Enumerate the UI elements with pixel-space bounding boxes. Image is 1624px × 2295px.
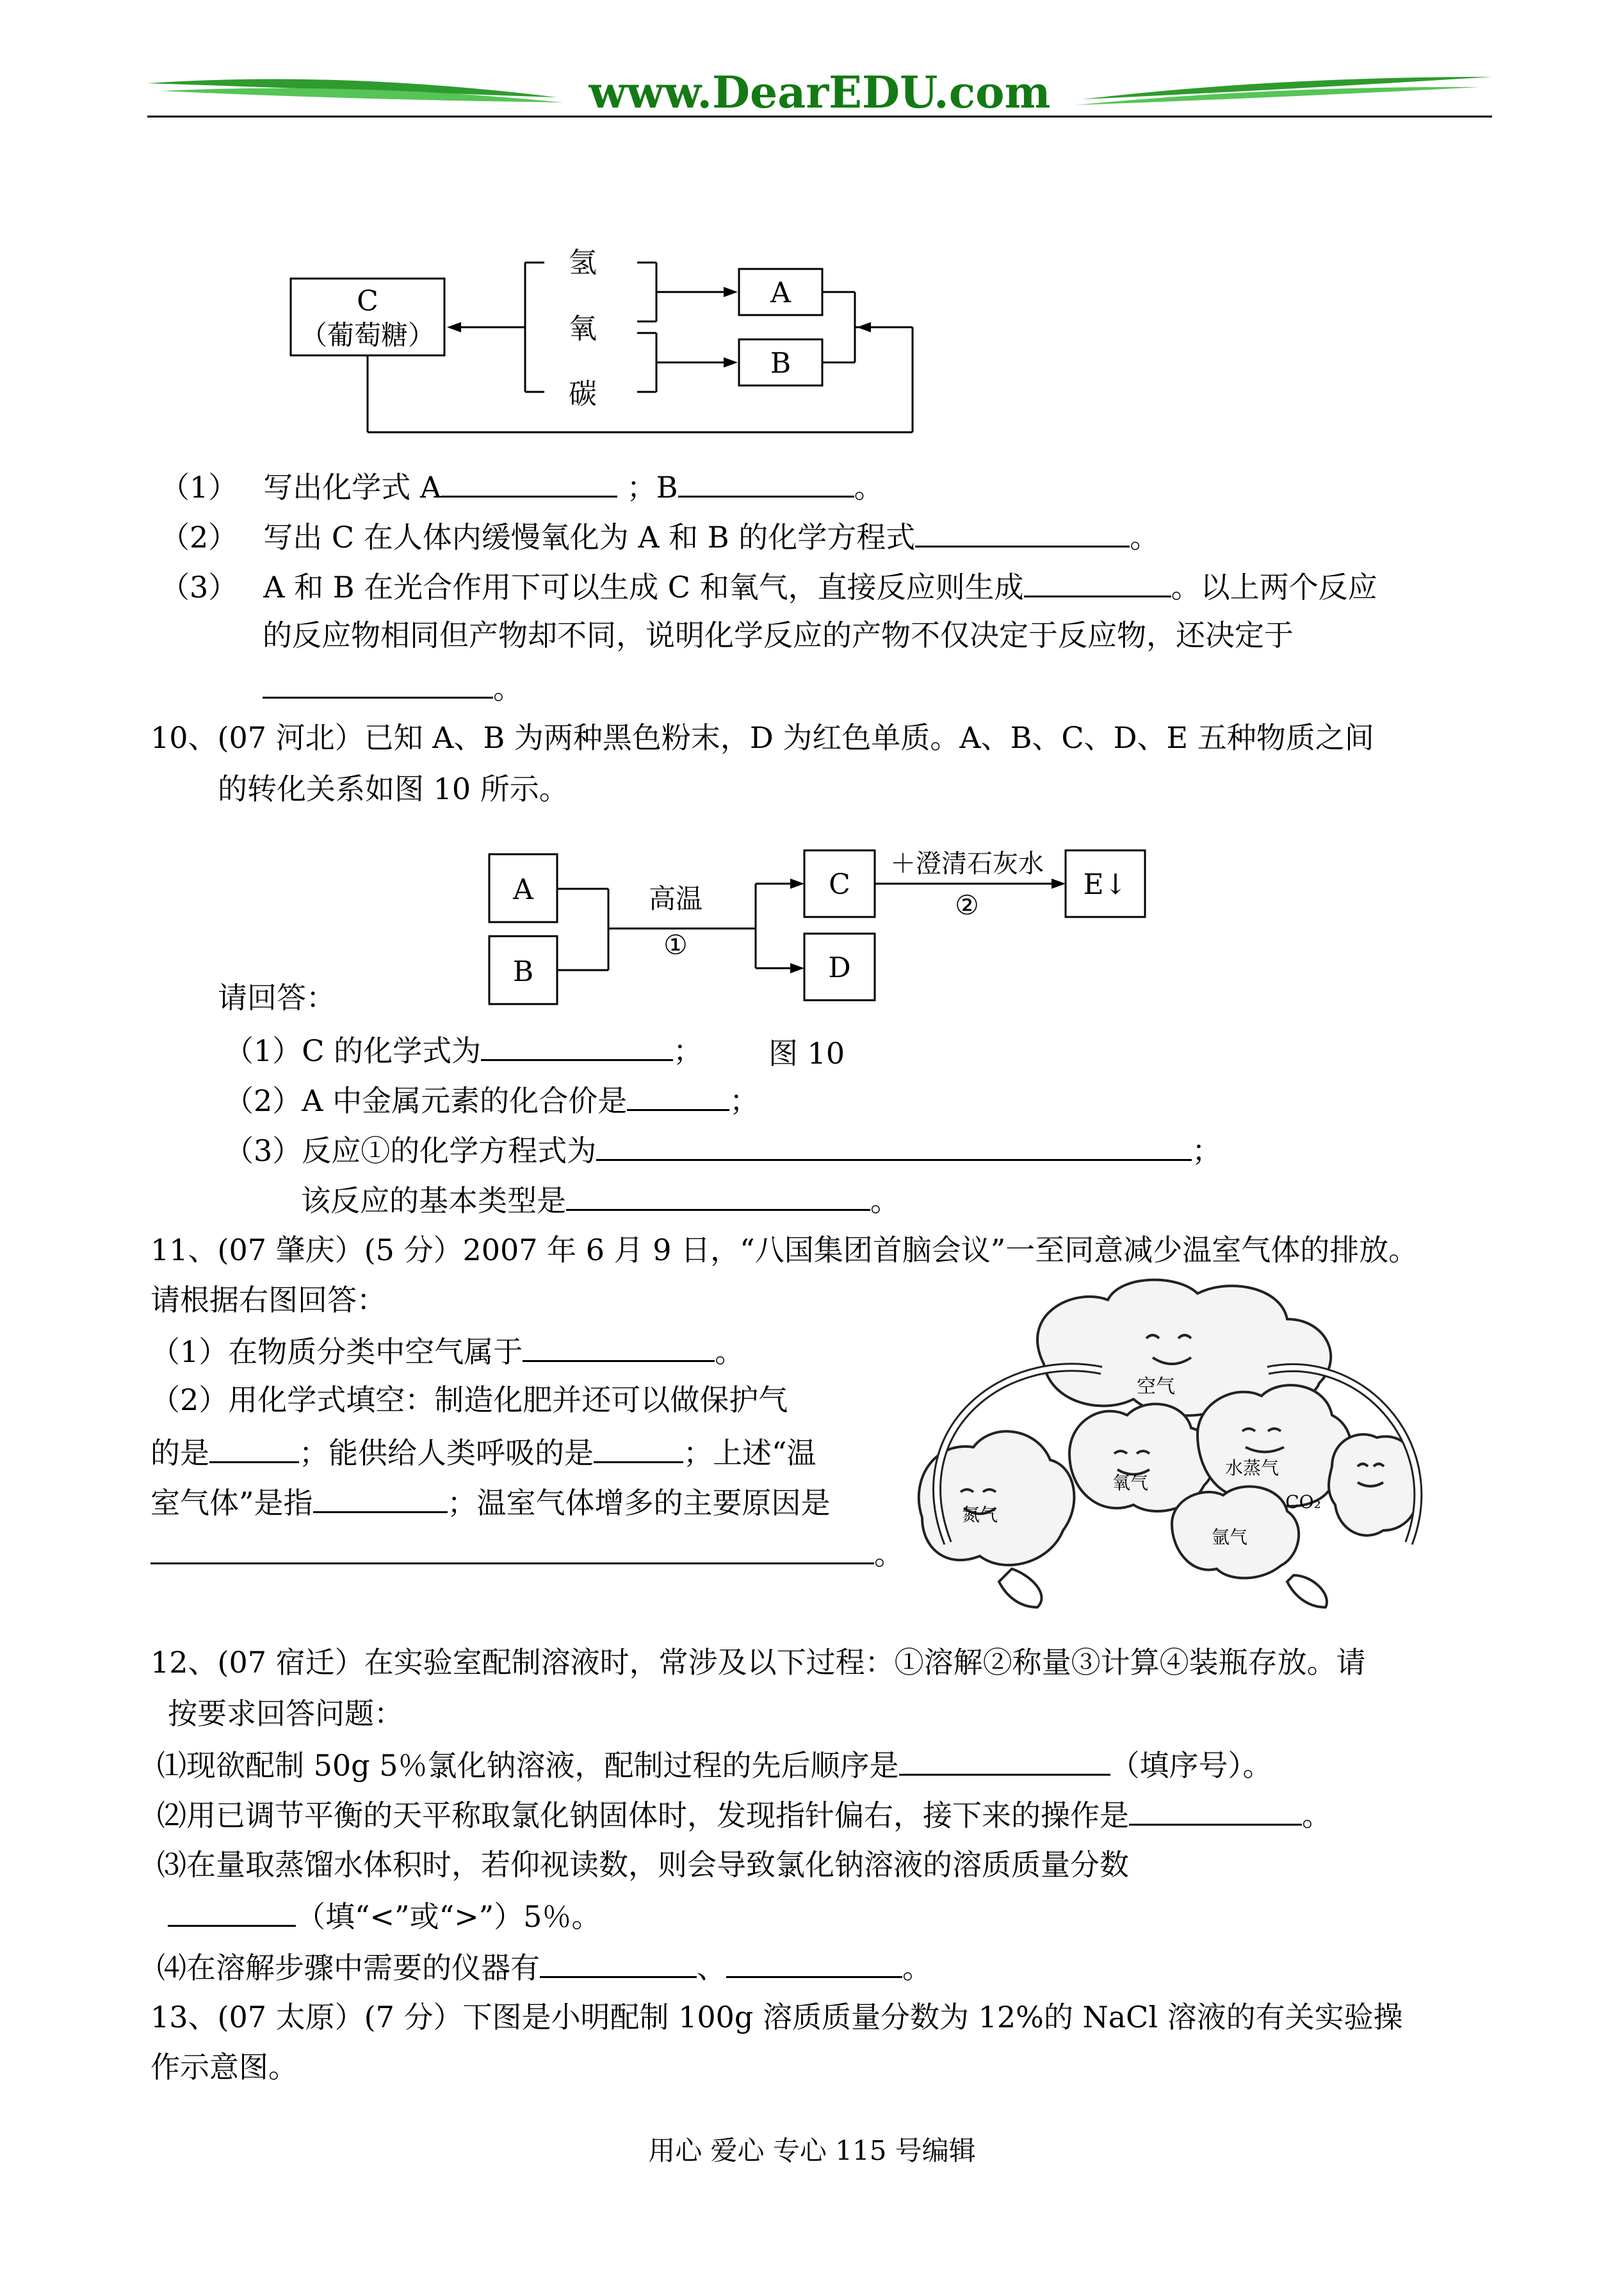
q10-blank-valence[interactable] xyxy=(627,1080,729,1111)
page-footer: 用心 爱心 专心 115 号编辑 xyxy=(648,2135,976,2166)
cartoon-label-co2: CO₂ xyxy=(1285,1491,1321,1512)
q10-blank-equation[interactable] xyxy=(596,1130,1192,1161)
q10-answer1: （1）C 的化学式为 ； xyxy=(224,1030,702,1070)
q11-b4: 室气体”是指 ；温室气体增多的主要原因是 xyxy=(150,1482,831,1522)
diagram10-cond2: ＋澄清石灰水 xyxy=(890,849,1044,879)
q9-part3-line2: 的反应物相同但产物却不同，说明化学反应的产物不仅决定于反应物，还决定于 xyxy=(263,618,1294,653)
header-leaf-decoration xyxy=(147,64,1492,122)
cartoon-label-air: 空气 xyxy=(1137,1375,1175,1398)
q11-blank-greenhouse[interactable] xyxy=(313,1482,448,1513)
header-banner xyxy=(147,64,1492,122)
q10-answer2: （2）A 中金属元素的化合价是 ； xyxy=(224,1080,759,1120)
air-cartoon-figure xyxy=(909,1274,1434,1614)
q11-b1: （1）在物质分类中空气属于 。 xyxy=(150,1331,744,1371)
cartoon-label-o2: 氧气 xyxy=(1112,1472,1149,1493)
diagram9-o: 氧 xyxy=(569,312,597,345)
q10-answer4: 该反应的基本类型是 。 xyxy=(301,1180,900,1220)
q10-blank-c[interactable] xyxy=(481,1030,673,1061)
q12-blank-compare[interactable] xyxy=(168,1895,296,1927)
q13-stem1: 13、(07 太原）(7 分）下图是小明配制 100g 溶质质量分数为 12%的 NaCl 溶液的有关实验操 xyxy=(150,2000,1403,2034)
diagram10-d: D xyxy=(828,952,851,984)
q9-blank-product[interactable] xyxy=(1024,566,1171,597)
diagram-q9 xyxy=(282,243,941,448)
diagram10-b: B xyxy=(512,955,534,988)
diagram10-circ2: ② xyxy=(955,889,979,921)
q11-b3: 的是 ；能供给人类呼吸的是 ；上述“温 xyxy=(150,1432,816,1472)
q9-part3-line3: 。 xyxy=(263,667,523,708)
q12-c2: ⑵用已调节平衡的天平称取氯化钠固体时，发现指针偏右，接下来的操作是 。 xyxy=(157,1794,1331,1835)
q11-blank-n2[interactable] xyxy=(209,1432,299,1463)
q11-b2: （2）用化学式填空：制造化肥并还可以做保护气 xyxy=(150,1383,788,1417)
q9-part1: （1） 写出化学式 A ；B 。 xyxy=(160,466,884,507)
q11-blank-o2[interactable] xyxy=(594,1432,683,1463)
cartoon-label-n2: 氮气 xyxy=(961,1504,998,1525)
q12-c3: ⑶在量取蒸馏水体积时，若仰视读数，则会导致氯化钠溶液的溶质质量分数 xyxy=(157,1847,1129,1882)
q10-figure-caption: 图 10 xyxy=(768,1036,845,1071)
cartoon-label-h2o: 水蒸气 xyxy=(1224,1457,1279,1479)
q10-stem1: 10、(07 河北）已知 A、B 为两种黑色粉末，D 为红色单质。A、B、C、D、E 五种物质之间 xyxy=(150,720,1374,755)
diagram9-b: B xyxy=(770,347,792,380)
q12-c5: ⑷在溶解步骤中需要的仪器有 、 。 xyxy=(157,1947,932,1987)
diagram9-c-sub: （葡萄糖） xyxy=(300,320,435,351)
q9-blank-a[interactable] xyxy=(441,466,617,498)
diagram10-circ1: ① xyxy=(663,929,688,961)
q10-blank-type[interactable] xyxy=(566,1180,870,1211)
q11-stem2: 请根据右图回答： xyxy=(150,1283,386,1317)
q11-blank-reason[interactable] xyxy=(150,1533,874,1564)
cartoon-label-ar: 氩气 xyxy=(1211,1527,1248,1548)
q12-blank-instrument1[interactable] xyxy=(540,1947,697,1978)
q13-stem2: 作示意图。 xyxy=(150,2050,298,2084)
site-logo-text: www.DearEDU.com xyxy=(589,67,1051,118)
q12-blank-operation[interactable] xyxy=(1129,1794,1302,1826)
q10-please: 请回答： xyxy=(218,980,336,1015)
q9-part2: （2） 写出 C 在人体内缓慢氧化为 A 和 B 的化学方程式 。 xyxy=(160,516,1159,556)
diagram10-e: E↓ xyxy=(1083,868,1128,901)
q12-blank-order[interactable] xyxy=(899,1744,1110,1776)
q12-stem2: 按要求回答问题： xyxy=(168,1696,403,1731)
q9-blank-equation[interactable] xyxy=(915,516,1130,547)
q12-c1: ⑴现欲配制 50g 5％氯化钠溶液，配制过程的先后顺序是 （填序号）。 xyxy=(157,1744,1272,1785)
q10-stem2: 的转化关系如图 10 所示。 xyxy=(218,772,569,806)
diagram9-h: 氢 xyxy=(569,247,597,279)
diagram10-a: A xyxy=(513,873,533,906)
diagram10-cond1: 高温 xyxy=(648,883,703,914)
q10-answer3: （3）反应①的化学方程式为 ； xyxy=(224,1130,1221,1170)
q12-blank-instrument2[interactable] xyxy=(726,1947,902,1978)
diagram9-a: A xyxy=(770,277,791,309)
q9-blank-condition[interactable] xyxy=(263,667,493,699)
q11-blank-class[interactable] xyxy=(523,1331,715,1362)
diagram10-c: C xyxy=(829,868,850,901)
q11-b5: 。 xyxy=(150,1533,904,1573)
q9-part3: （3） A 和 B 在光合作用下可以生成 C 和氧气，直接反应则生成 。以上两个反应 xyxy=(160,566,1377,606)
q9-blank-b[interactable] xyxy=(678,466,854,498)
q12-stem1: 12、(07 宿迁）在实验室配制溶液时，常涉及以下过程：①溶解②称量③计算④装瓶存放。请 xyxy=(150,1645,1366,1680)
diagram9-carbon: 碳 xyxy=(569,378,597,410)
q12-c4: （填“<”或“>”）5％。 xyxy=(168,1895,601,1936)
q11-stem1: 11、(07 肇庆）(5 分）2007 年 6 月 9 日，“八国集团首脑会议”一至同意减少温室气体的排放。 xyxy=(150,1233,1418,1267)
diagram9-c: C xyxy=(357,285,378,318)
diagram-q10 xyxy=(480,839,1159,1025)
